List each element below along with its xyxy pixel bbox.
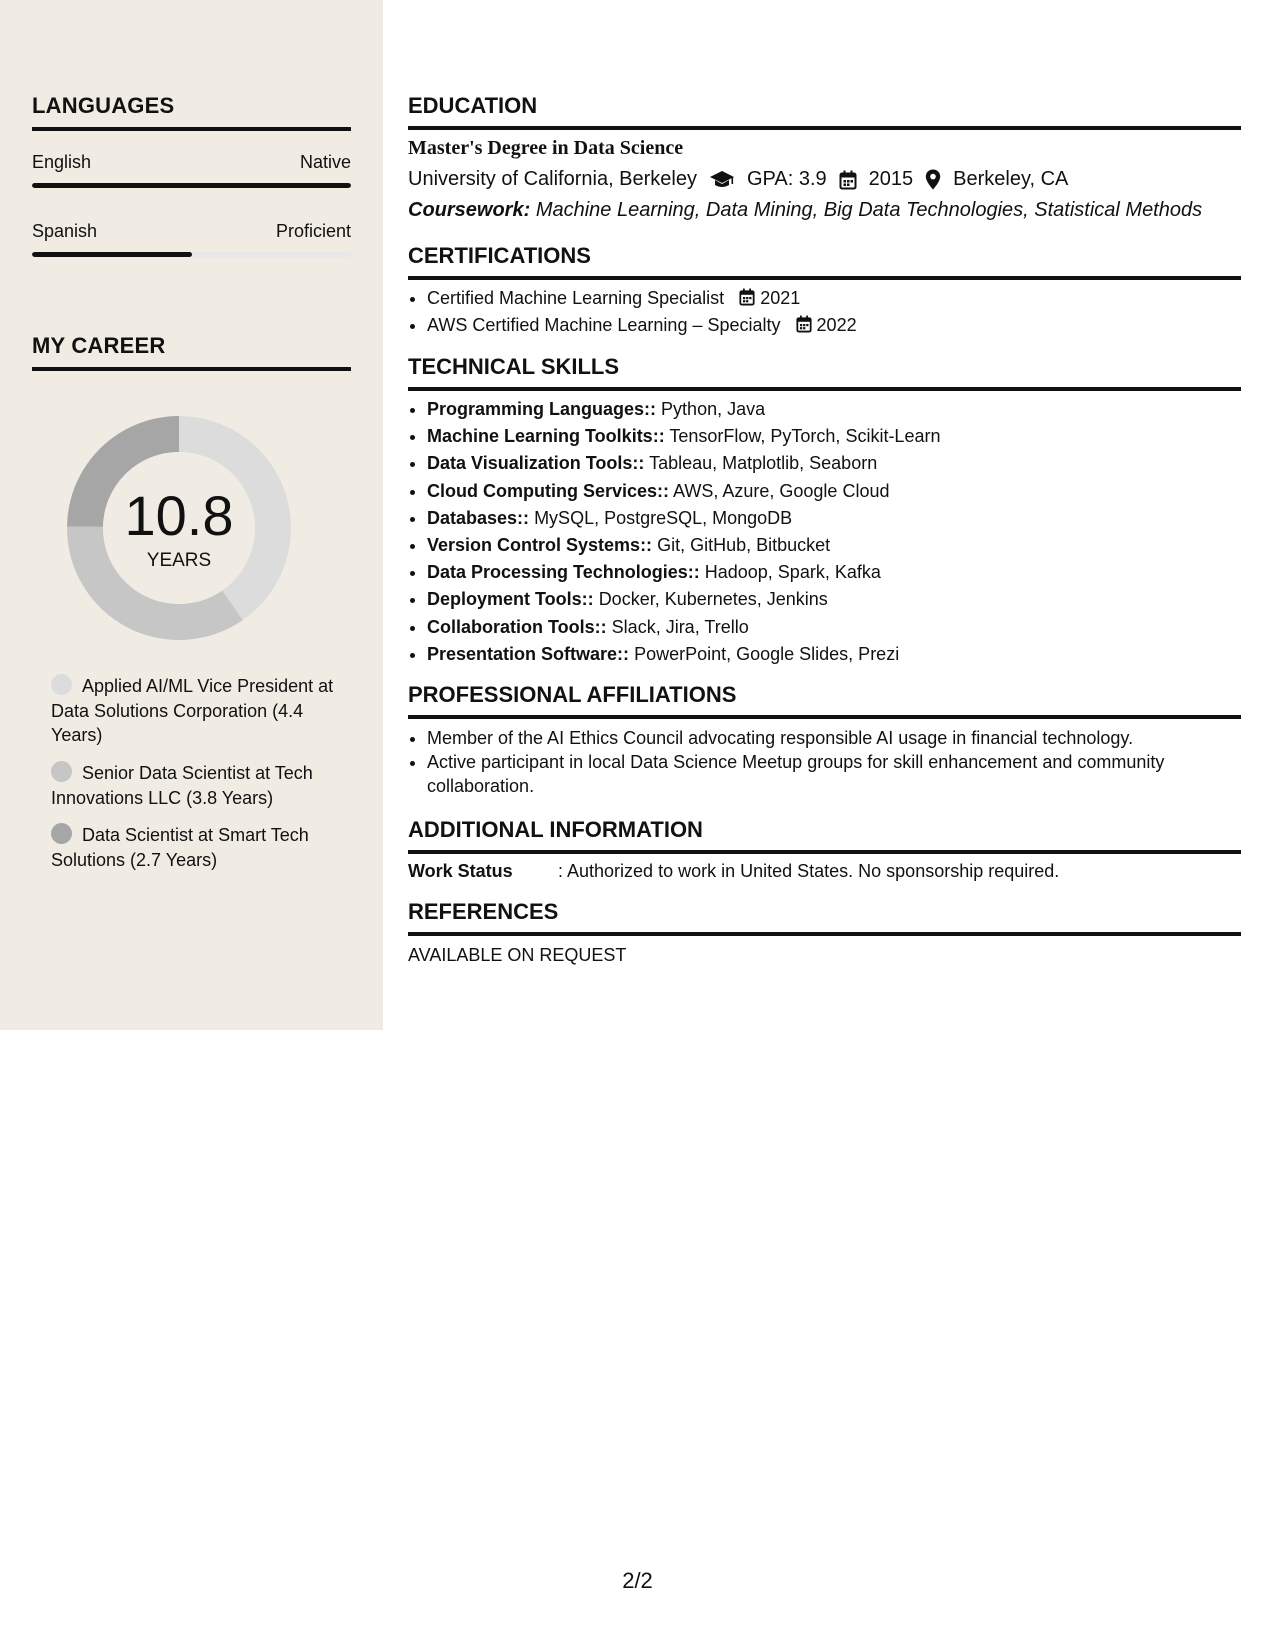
legend-dot [51, 674, 72, 695]
skill-item [427, 423, 1241, 450]
language-bar-spanish [32, 252, 351, 257]
skill-label: Data Visualization Tools:: [427, 453, 645, 474]
certification-name: Certified Machine Learning Specialist [427, 288, 725, 308]
legend-dot [51, 823, 72, 844]
skill-label: Deployment Tools:: [427, 589, 594, 610]
skill-item [427, 478, 1241, 505]
graduation-year: 2015 [868, 168, 914, 190]
map-pin-icon [925, 169, 941, 190]
certification-year: 2022 [816, 315, 857, 335]
skill-value: TensorFlow, PyTorch, Scikit-Learn [669, 426, 941, 447]
skill-value: Git, GitHub, Bitbucket [657, 535, 831, 556]
skill-item [427, 505, 1241, 532]
education-heading: EDUCATION [408, 93, 1241, 130]
skill-value: Slack, Jira, Trello [611, 616, 749, 637]
skill-label: Data Processing Technologies:: [427, 562, 700, 583]
skill-label: Databases:: [427, 507, 530, 528]
skill-value: Hadoop, Spark, Kafka [704, 562, 881, 583]
career-role-item [51, 823, 336, 872]
certification-item [427, 285, 1241, 312]
coursework [408, 199, 1202, 222]
calendar-icon [839, 170, 857, 190]
career-total-years: 10.8 [124, 484, 234, 547]
work-status-row [408, 861, 1059, 882]
skill-value: MySQL, PostgreSQL, MongoDB [534, 507, 793, 528]
school-name: University of California, Berkeley [408, 168, 697, 190]
language-row-english [32, 152, 351, 173]
gpa: GPA: 3.9 [747, 168, 827, 190]
skill-value: Tableau, Matplotlib, Seaborn [649, 453, 878, 474]
career-role-item [51, 674, 336, 748]
career-role-item [51, 761, 336, 810]
references-text: AVAILABLE ON REQUEST [408, 945, 627, 965]
calendar-icon [796, 315, 812, 333]
skill-item [427, 532, 1241, 559]
language-bar-english [32, 183, 351, 188]
certification-name: AWS Certified Machine Learning – Specialty [427, 315, 781, 335]
work-status-value: : Authorized to work in United States. No sponsorship required. [558, 861, 1060, 881]
references-heading: REFERENCES [408, 899, 1241, 936]
skill-value: PowerPoint, Google Slides, Prezi [634, 643, 900, 664]
skill-label: Collaboration Tools:: [427, 616, 607, 637]
language-row-spanish [32, 221, 351, 242]
skill-label: Programming Languages:: [427, 399, 657, 419]
coursework-list: Machine Learning, Data Mining, Big Data Technologies, Statistical Methods [535, 199, 1203, 221]
career-total-unit: YEARS [146, 550, 212, 571]
career-role-label: Data Scientist at Smart Tech Solutions (2.7 Years) [51, 825, 309, 870]
skill-label: Machine Learning Toolkits:: [427, 426, 665, 447]
affiliation-item: • Active participant in local Data Science Meetup groups for skill enhancement and community collaboration. [427, 750, 1241, 798]
language-level: Native [299, 152, 351, 172]
language-bar-fill [32, 183, 351, 188]
skill-label: Version Control Systems:: [427, 535, 653, 556]
graduation-cap-icon [709, 170, 735, 190]
additional-info-heading: ADDITIONAL INFORMATION [408, 817, 1241, 854]
skill-label: Cloud Computing Services:: [427, 480, 670, 501]
degree-details [408, 168, 1068, 191]
affiliations-heading: PROFESSIONAL AFFILIATIONS [408, 682, 1241, 719]
calendar-icon [739, 288, 755, 306]
skills-list [408, 396, 1241, 668]
skill-item [427, 641, 1241, 668]
skill-value: Docker, Kubernetes, Jenkins [598, 589, 828, 610]
skill-value: Python, Java [661, 399, 766, 419]
career-heading: MY CAREER [32, 333, 351, 371]
legend-dot [51, 761, 72, 782]
skill-item [427, 614, 1241, 641]
page-number: 2/2 [622, 1568, 653, 1593]
career-role-label: Applied AI/ML Vice President at Data Solutions Corporation (4.4 Years) [51, 676, 334, 745]
work-status-label: Work Status [408, 861, 513, 881]
degree-title: Master's Degree in Data Science [408, 137, 684, 159]
school-location: Berkeley, CA [953, 168, 1069, 190]
skill-label: Presentation Software:: [427, 643, 630, 664]
language-name: Spanish [32, 221, 98, 241]
skill-value: AWS, Azure, Google Cloud [673, 480, 890, 501]
certifications-list [408, 285, 1241, 339]
skill-item [427, 559, 1241, 586]
language-level: Proficient [275, 221, 351, 241]
affiliation-item: • Member of the AI Ethics Council advocating responsible AI usage in financial technology. [427, 726, 1241, 750]
skill-item [427, 450, 1241, 477]
certification-year: 2021 [760, 288, 801, 308]
language-bar-fill [32, 252, 192, 257]
sidebar [0, 0, 383, 1030]
affiliations-list [408, 726, 1241, 798]
skills-heading: TECHNICAL SKILLS [408, 354, 1241, 391]
skill-item [427, 586, 1241, 613]
career-role-label: Senior Data Scientist at Tech Innovations LLC (3.8 Years) [51, 763, 313, 808]
certification-item [427, 312, 1241, 339]
skill-item [427, 396, 1241, 423]
language-name: English [32, 152, 92, 172]
certifications-heading: CERTIFICATIONS [408, 243, 1241, 280]
languages-heading: LANGUAGES [32, 93, 351, 131]
coursework-label: Coursework: [408, 199, 531, 221]
